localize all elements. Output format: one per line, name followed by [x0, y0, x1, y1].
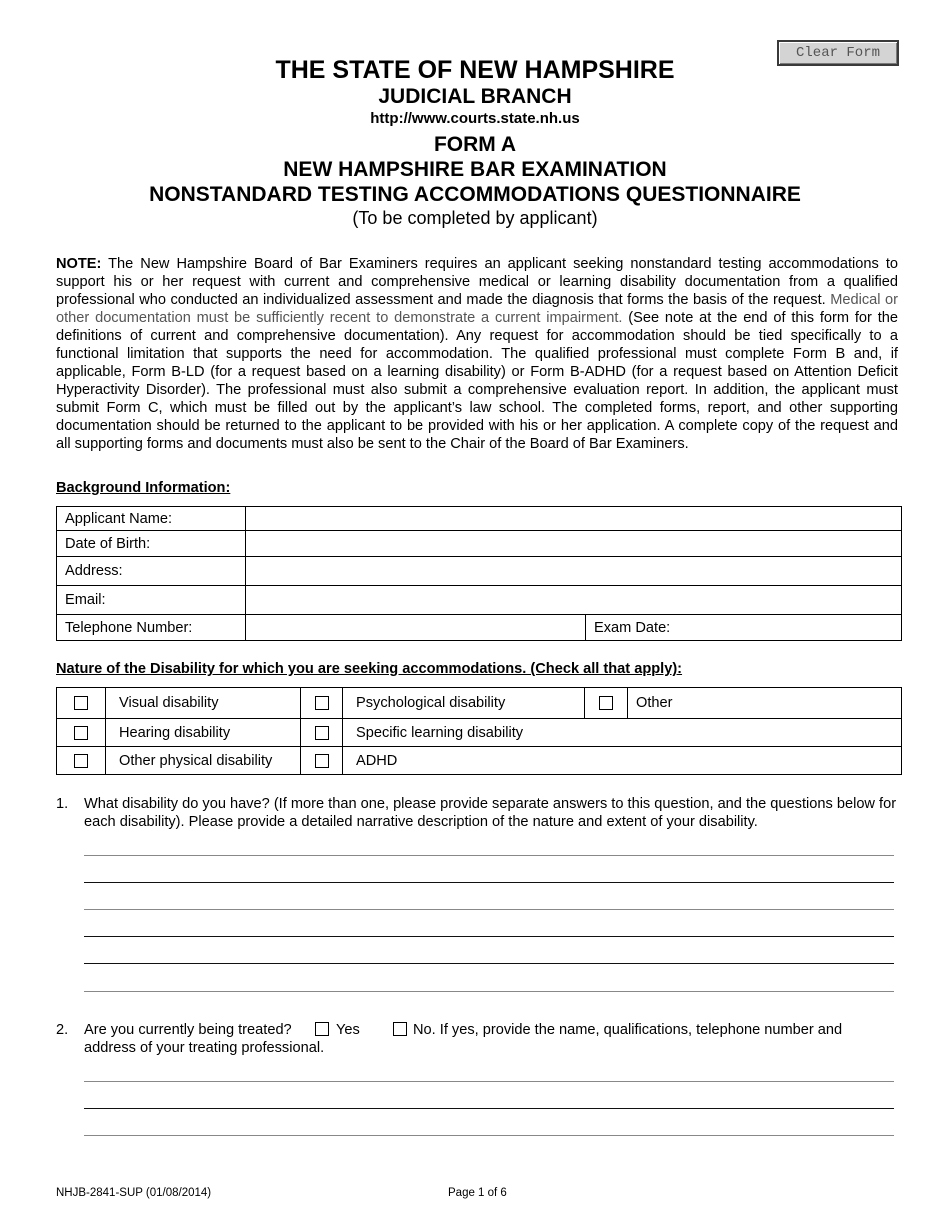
telephone-field[interactable] — [246, 615, 586, 641]
note-text-3: (See note at the end of this form for the definitions of current and comprehensive documentation). Any request for accommodation should be tied specifically to a functional limitation that supports the need for accommodation. The qualified professional must complete Form B and, if applicable, Form B-LD (for a request based on a learning disability) or Form B-ADHD (for a request based on Attention Deficit Hyperactivity Disorder). The professional must also submit a comprehensive evaluation report. In addition, the applicant must submit Form C, which must be filled out by the applicant’s law school. The completed forms, report, and other supporting documentation should be returned to the applicant to be provided with his or her application. A complete copy of the request and all supporting forms and documents must also be sent to the Chair of the Board of Bar Examiners. — [56, 310, 898, 452]
question-1-number: 1. — [56, 796, 69, 812]
page-number: Page 1 of 6 — [448, 1187, 507, 1199]
dob-label: Date of Birth: — [57, 531, 246, 557]
hearing-disability-checkbox[interactable] — [74, 726, 88, 740]
form-id: NHJB-2841-SUP (01/08/2014) — [56, 1187, 212, 1199]
answer-1-line[interactable] — [84, 855, 894, 856]
answer-1-line[interactable] — [84, 963, 894, 964]
answer-2-line[interactable] — [84, 1108, 894, 1109]
answer-1-line[interactable] — [84, 882, 894, 883]
exam-date-label: Exam Date: — [594, 619, 671, 636]
psychological-disability-label: Psychological disability — [343, 688, 585, 719]
exam-title: NEW HAMPSHIRE BAR EXAMINATION — [283, 158, 667, 181]
email-label: Email: — [57, 586, 246, 615]
question-2-number: 2. — [56, 1022, 69, 1038]
learning-disability-checkbox[interactable] — [315, 726, 329, 740]
adhd-checkbox[interactable] — [315, 754, 329, 768]
visual-disability-label: Visual disability — [106, 688, 301, 719]
applicant-name-field[interactable] — [246, 507, 902, 531]
physical-disability-checkbox[interactable] — [74, 754, 88, 768]
branch-title: JUDICIAL BRANCH — [378, 85, 572, 108]
visual-disability-checkbox[interactable] — [74, 696, 88, 710]
psychological-disability-checkbox[interactable] — [315, 696, 329, 710]
question-2-text-continued: address of your treating professional. — [84, 1040, 325, 1056]
question-2-text: Are you currently being treated? — [84, 1022, 292, 1038]
form-title: FORM A — [433, 133, 517, 156]
answer-2-line[interactable] — [84, 1081, 894, 1082]
applicant-name-label: Applicant Name: — [57, 507, 246, 531]
note-paragraph — [56, 255, 898, 453]
disability-heading: Nature of the Disability for which you are seeking accommodations. (Check all that apply): — [56, 661, 683, 677]
answer-2-line[interactable] — [84, 1135, 894, 1136]
learning-disability-label: Specific learning disability — [343, 719, 902, 747]
form-subtitle: (To be completed by applicant) — [352, 208, 598, 228]
treated-yes-checkbox[interactable] — [315, 1022, 329, 1036]
clear-form-button[interactable]: Clear Form — [777, 40, 899, 66]
address-label: Address: — [57, 557, 246, 586]
answer-1-line[interactable] — [84, 991, 894, 992]
answer-1-line[interactable] — [84, 936, 894, 937]
email-field[interactable] — [246, 586, 902, 615]
treated-no-checkbox[interactable] — [393, 1022, 407, 1036]
adhd-label: ADHD — [343, 747, 902, 775]
treated-no-label: No. If yes, provide the name, qualifications, telephone number and — [413, 1022, 843, 1038]
state-title: THE STATE OF NEW HAMPSHIRE — [275, 56, 675, 84]
telephone-label: Telephone Number: — [57, 615, 246, 641]
dob-field[interactable] — [246, 531, 902, 557]
question-1-text: What disability do you have? (If more than one, please provide separate answers to this question, and the questions below for each disability). Please provide a detailed narrative description of the nature and extent of your disability. — [84, 796, 897, 830]
note-label: NOTE: — [56, 256, 102, 272]
physical-disability-label: Other physical disability — [106, 747, 301, 775]
other-disability-label: Other — [628, 688, 902, 719]
exam-date-field[interactable] — [586, 615, 902, 641]
background-heading: Background Information: — [56, 480, 231, 496]
address-field[interactable] — [246, 557, 902, 586]
other-disability-checkbox[interactable] — [599, 696, 613, 710]
questionnaire-title: NONSTANDARD TESTING ACCOMMODATIONS QUESTIONNAIRE — [149, 183, 801, 206]
treated-yes-label: Yes — [336, 1022, 360, 1038]
answer-1-line[interactable] — [84, 909, 894, 910]
court-url: http://www.courts.state.nh.us — [370, 110, 580, 127]
hearing-disability-label: Hearing disability — [106, 719, 301, 747]
background-table — [56, 506, 902, 641]
disability-table — [56, 687, 902, 775]
note-text-1: The New Hampshire Board of Bar Examiners requires an applicant seeking nonstandard testing accommodations to support his or her request with current and comprehensive medical or learning disability documentation from a qualified professional who conducted an individualized assessment and made the diagnosis that forms the basis of the request. — [56, 256, 898, 308]
note-text-2: Medical or other documentation must be sufficiently recent to demonstrate a current impairment. — [56, 292, 898, 326]
